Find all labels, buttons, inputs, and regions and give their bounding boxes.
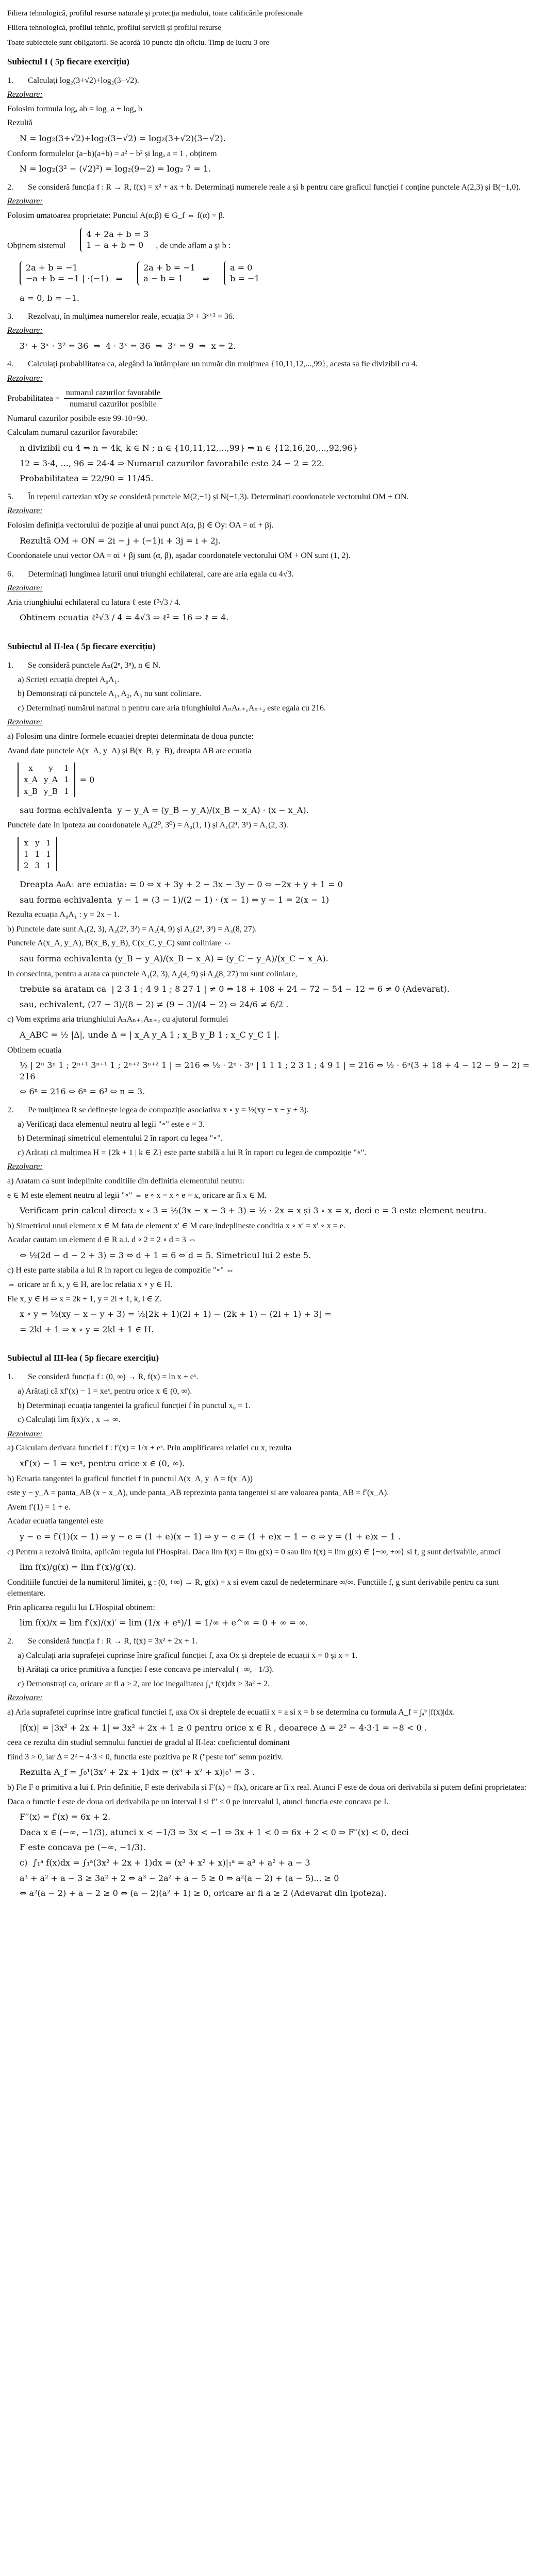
formula: |f(x)| = |3x² + 2x + 1| ⇔ 3x² + 2x + 1 ≥ 0 pentru orice x ∈ R , deoarece Δ = 2² − 4·3·1 = −8 < 0 . [20,1722,427,1733]
section-1-title: Subiectul I ( 5p fiecare exercițiu) [7,56,129,66]
matrix-cell: 1 [63,786,69,796]
exercise-number: 1. [7,76,13,85]
determinant-matrix [15,837,59,872]
text-line: Folosim definiția vectorului de poziție al unui punct A(α, β) ∈ Oy: OA = αi + βj. [7,520,274,530]
formula: Dreapta A₀A₁ are ecuatia: = 0 ⇔ x + 3y + 2 − 3x − 3y − 0 ⇔ −2x + y + 1 = 0 [20,879,343,890]
text-fragment: Obținem sistemul [7,241,66,250]
formula: trebuie sa aratam ca | 2 3 1 ; 4 9 1 ; 8 27 1 | ≠ 0 ⇔ 18 + 108 + 24 − 72 − 54 − 12 = 6 ≠ 0 (Adevarat). [20,984,450,994]
matrix-cell: 1 [46,838,51,848]
formula: ⇔ ½(2d − d − 2 + 3) = 3 ⇔ d + 1 = 6 ⇔ d = 5. Simetricul lui 2 este 5. [20,1250,311,1260]
text-line: e ∈ M este element neutru al legii "∘" ⇔ e ∘ x = x ∘ e = x, oricare ar fi x ∈ M. [7,1191,267,1200]
subpart-a: a) Verificați daca elementul neutru al legii "∘" este e = 3. [18,1120,205,1129]
exercise-task: În reperul cartezian xOy se consideră punctele M(2,−1) și N(−1,3). Determinați coordonatele vectorului OM + ON. [28,492,409,501]
text-line: Rezulta ecuația A₀A₁ : y = 2x − 1. [7,910,120,920]
text-line: Prin aplicarea regulii lui L'Hospital obtinem: [7,1603,155,1612]
subpart-c: c) Calculați lim f(x)/x , x → ∞. [18,1415,121,1425]
text-line: Calculam numarul cazurilor favorabile: [7,428,138,437]
formula: A_ABC = ½ |Δ|, unde Δ = | x_A y_A 1 ; x_B y_B 1 ; x_C y_C 1 |. [20,1029,280,1040]
formula: Obtinem ecuatia ℓ²√3 / 4 = 4√3 ⇒ ℓ² = 16 ⇒ ℓ = 4. [20,613,229,623]
s1-exercise-5 [7,492,536,503]
text-line: a) Aratam ca sunt indeplinite conditiile din definitia elementului neutru: [7,1176,244,1185]
subpart-b: b) Determinați simetricul elementului 2 în raport cu legea "∘". [18,1134,223,1143]
text-line: Folosim formula logₐ ab = logₐ a + logₐ b [7,104,142,113]
s1-exercise-1 [7,75,536,87]
text-line: ⇔ oricare ar fi x, y ∈ H, are loc relatia x ∘ y ∈ H. [7,1280,173,1290]
text-line: b) Ecuatia tangentei la graficul functiei f in punctul A(x_A, y_A = f(x_A)) [7,1474,253,1483]
text-fragment: , de unde aflam a și b : [156,241,231,250]
text-line: Avem f′(1) = 1 + e. [7,1502,71,1512]
text-line: Avand date punctele A(x_A, y_A) și B(x_B, y_B), dreapta AB are ecuatia [7,746,252,755]
text-line: c) H este parte stabila a lui R in raport cu legea de compozitie "∘" ⇔ [7,1266,234,1275]
rezolvare-label: Rezolvare: [7,584,43,593]
text-line: fiind 3 > 0, iar Δ = 2² − 4·3 < 0, functia este pozitiva pe R ("peste tot" semn pozitiv. [7,1752,283,1761]
system-row: 4 + 2a + b = 3 [86,229,149,239]
rezolvare-label: Rezolvare: [7,1429,43,1438]
exercise-task: Calculați probabilitatea ca, alegând la întâmplare un număr din mulțimea {10,11,12,...,99}, acesta sa fie divizibil cu 4. [28,360,418,369]
text-line: Numarul cazurilor posibile este 99-10=90. [7,414,147,423]
formula: lim f(x)/x = lim f′(x)/(x)′ = lim (1/x + eˣ)/1 = 1/∞ + e^∞ = 0 + ∞ = ∞. [20,1618,308,1628]
exercise-task: Se consideră punctele Aₙ(2ⁿ, 3ⁿ), n ∈ N. [28,661,161,670]
s2-exercise-1 [7,660,536,671]
system-row: 2a + b = −1 [26,262,78,273]
formula: N = log₂(3² − (√2)²) = log₂(9−2) = log₂ 7 = 1. [20,164,211,174]
formula: Verificam prin calcul direct: x ∘ 3 = ½(3x − x − 3 + 3) = ½ · 2x = x și 3 ∘ x = x, deci e = 3 este element neutru. [20,1206,487,1216]
text-fragment: Probabilitatea = [7,394,60,403]
rezolvare-label: Rezolvare: [7,718,43,727]
text-line: Daca o functie f este de doua ori derivabila pe un interval I si f′′ ≤ 0 pe intervalul I, atunci functia este concava pe I. [7,1797,389,1806]
rezolvare-label: Rezolvare: [7,1162,43,1172]
formula: F′′(x) = f′(x) = 6x + 2. [20,1812,111,1822]
matrix-cell: x [28,764,33,773]
exercise-number: 2. [7,1105,13,1114]
formula: c) ∫₁ᵃ f(x)dx = ∫₁ᵃ(3x² + 2x + 1)dx = (x³ + x² + x)|₁ᵃ = a³ + a² + a − 3 [20,1857,310,1868]
text-line: b) Fie F o primitiva a lui f. Prin definitie, F este derivabila si F′(x) = f(x), oricare ar fi x real. Atunci F este de doua ori derivabila si putem defini proprietatea: [7,1783,526,1792]
matrix-cell: 3 [35,861,40,871]
formula: Probabilitatea = 22/90 = 11/45. [20,473,154,484]
s3-exercise-1 [7,1371,536,1383]
text-line: Acadar ecuatia tangentei este [7,1517,104,1526]
exercise-number: 1. [7,1372,13,1382]
formula: 3ˣ + 3ˣ · 3² = 36 ⇒ 4 · 3ˣ = 36 ⇒ 3ˣ = 9 ⇒ x = 2. [20,341,236,351]
matrix-cell: y [35,838,40,848]
rezolvare-label: Rezolvare: [7,326,43,335]
text-line: Fie x, y ∈ H ⇒ x = 2k + 1, y = 2l + 1, k, l ∈ Z. [7,1294,162,1303]
equation-system [20,261,114,285]
text-line: Obtinem ecuatia [7,1045,62,1055]
matrix-cell: 1 [24,849,29,859]
subpart-b: b) Demonstrați că punctele A₁, A₂, A₃ nu sunt coliniare. [18,689,202,699]
text-line: c) Pentru a rezolvă limita, aplicăm regula lui l'Hospital. Daca lim f(x) = lim g(x) = 0 sau lim f(x) = lim g(x) ∈ {−∞, +∞} si f, g sunt derivabile, atunci [7,1547,501,1556]
header-line-1: Filiera tehnologică, profilul resurse naturale şi protecţia mediului, toate calificările profesionale [7,9,303,18]
rezolvare-label: Rezolvare: [7,506,43,516]
text-line: Coordonatele unui vector OA = αi + βj sunt (α, β), așadar coordonatele vectorului OM + ON sunt (1, 2). [7,551,351,561]
subpart-a: a) Calculați aria suprafeței cuprinse între graficul funcției f, axa Ox și dreptele de ecuații x = 0 și x = 1. [18,1651,358,1660]
text-line: Rezultă [7,118,32,128]
s1-exercise-3 [7,311,536,323]
text-line: Punctele A(x_A, y_A), B(x_B, y_B), C(x_C, y_C) sunt coliniare ⇔ [7,939,232,948]
formula: Daca x ∈ (−∞, −1/3), atunci x < −1/3 ⇒ 3x < −1 ⇒ 3x + 1 < 0 ⇒ 6x + 2 < 0 ⇒ F′′(x) < 0, deci [20,1827,409,1837]
formula: y − e = f′(1)(x − 1) ⇒ y − e = (1 + e)(x − 1) ⇒ y − e = (1 + e)x − 1 − e ⇒ y = (1 + e)x − 1 . [20,1531,401,1541]
s2-exercise-2 [7,1105,536,1116]
equation-system [80,228,154,252]
fraction-numerator: numarul cazurilor favorabile [64,387,162,399]
formula: F este concava pe (−∞, −1/3). [20,1842,146,1853]
s1-exercise-4 [7,359,536,370]
determinant-matrix: x y 1 x_A y_A 1 x_B y_B 1 = 0 [15,762,94,797]
system-row: −a + b = −1 | ·(−1) [26,274,109,284]
text-line: In consecinta, pentru a arata ca punctele A₁(2, 3), A₂(4, 9) și A₃(8, 27) nu sunt coliniare, [7,969,298,978]
subpart-c: c) Determinați numărul natural n pentru care aria triunghiului AₙAₙ₊₁Aₙ₊₂ este egala cu 216. [18,703,326,713]
text-line: Aria triunghiului echilateral cu latura ℓ este ℓ²√3 / 4. [7,598,181,607]
matrix-cell: x_A [24,775,38,785]
matrix-cell: 1 [35,849,40,859]
exercise-number: 2. [7,1637,13,1646]
formula: sau, echivalent, (27 − 3)/(8 − 2) ≠ (9 − 3)/(4 − 2) ⇔ 24/6 ≠ 6/2 . [20,999,289,1009]
implies-arrow: ⇒ [202,275,210,284]
probability-formula [7,387,536,410]
subpart-c: c) Arătați că mulțimea H = {2k + 1 | k ∈ Z} este parte stabilă a lui R în raport cu legea de compoziție "∘". [18,1148,367,1157]
formula: Rezultă OM + ON = 2i − j + (−1)i + 3j = i + 2j. [20,535,221,546]
formula: x ∘ y = ½(xy − x − y + 3) = ½[2k + 1)(2l + 1) − (2k + 1) − (2l + 1) + 3] = [20,1309,332,1319]
header-line-2: Filiera tehnologică, profilul tehnic, profilul servicii și profilul resurse [7,24,221,32]
system-row: a − b = 1 [143,274,184,284]
matrix-cell: y_A [44,775,58,785]
formula: ⇔ a²(a − 2) + a − 2 ≥ 0 ⇔ (a − 2)(a² + 1) ≥ 0, oricare ar fi a ≥ 2 (Adevarat din ipoteza). [20,1888,387,1899]
formula: sau forma echivalenta y − 1 = (3 − 1)/(2 − 1) · (x − 1) ⇔ y − 1 = 2(x − 1) [20,894,329,905]
fraction-denominator: numarul cazurilor posibile [69,400,157,409]
text-line: Folosim umatoarea proprietate: Punctul A(α,β) ∈ G_f ⇔ f(α) = β. [7,211,225,221]
s3-exercise-2 [7,1636,536,1647]
section-2-title: Subiectul al II-lea ( 5p fiecare exercițiu) [7,641,156,652]
formula: Rezulta A_f = ∫₀¹(3x² + 2x + 1)dx = (x³ + x² + x)|₀¹ = 3 . [20,1767,255,1777]
system-row: a = 0 [230,262,253,273]
matrix-cell: y [48,764,53,773]
matrix-cell: x_B [24,786,38,796]
formula: xf′(x) − 1 = xeˣ, pentru orice x ∈ (0, ∞). [20,1458,185,1468]
matrix-cell: 1 [46,861,51,871]
matrix-cell: y_B [43,786,58,796]
exercise-task: Pe mulțimea R se definește legea de compoziție asociativa x ∘ y = ½(xy − x − y + 3). [28,1105,309,1114]
exercise-number: 3. [7,312,13,321]
subpart-a: a) Scrieți ecuația dreptei A₀A₁. [18,675,120,684]
rezolvare-label: Rezolvare: [7,1693,43,1703]
header-line-3: Toate subiectele sunt obligatorii. Se acordă 10 puncte din oficiu. Timp de lucru 3 ore [7,38,270,47]
system-row: b = −1 [230,274,260,284]
section-3-title: Subiectul al III-lea ( 5p fiecare exercițiu) [7,1353,159,1363]
exercise-number: 4. [7,360,13,369]
exercise-number: 1. [7,661,13,670]
matrix-cell: 1 [46,849,51,859]
subpart-b: b) Arătați ca orice primitiva a funcției f este concava pe intervalul (−∞, −1/3). [18,1665,274,1674]
text-line: c) Vom exprima aria triunghiului AₙAₙ₊₁Aₙ₊₂ cu ajutorul formulei [7,1015,228,1024]
text-line: a) Calculam derivata functiei f : f′(x) = 1/x + eˣ. Prin amplificarea relatiei cu x, rezulta [7,1444,292,1453]
matrix-cell: x [24,838,28,848]
text-line [7,225,536,255]
exercise-number: 6. [7,569,13,579]
s1-exercise-2 [7,182,536,193]
formula: ½ | 2ⁿ 3ⁿ 1 ; 2ⁿ⁺¹ 3ⁿ⁺¹ 1 ; 2ⁿ⁺² 3ⁿ⁺² 1 | = 216 ⇔ ½ · 2ⁿ · 3ⁿ | 1 1 1 ; 2 3 1 ; 4 9 1 | = 216 ⇔ ½ · 6ⁿ(3 + 18 + 4 − 12 − 9 − 2) = 216 [20,1060,532,1081]
exercise-task: Rezolvați, în mulțimea numerelor reale, ecuația 3ˣ + 3ˣ⁺² = 36. [28,312,235,321]
fraction [64,387,162,410]
formula: lim f(x)/g(x) = lim f′(x)/g′(x). [20,1562,137,1572]
formula: = 2kl + 1 ⇒ x ∘ y = 2kl + 1 ∈ H. [20,1324,154,1334]
equation-system [224,261,265,285]
exercise-number: 5. [7,492,13,501]
exercise-task: Calculați log₂(3+√2)+log₂(3−√2). [28,76,139,85]
text-line: Acadar cautam un element d ∈ R a.i. d ∘ 2 = 2 ∘ d = 3 ⇔ [7,1235,196,1245]
text-line: a) Aria suprafetei cuprinse intre graficul functiei f, axa Ox si dreptele de ecuatii x = a si x = b se determina cu formula A_f = ∫ₐᵇ |f(x)|dx. [7,1708,455,1717]
formula: 12 = 3·4, ..., 96 = 24·4 ⇒ Numarul cazurilor favorabile este 24 − 2 = 22. [20,458,324,468]
exercise-task: Se consideră funcția f : R → R, f(x) = x² + ax + b. Determinați numerele reale a și b pentru care graficul funcției f conține punctele A(2,3) și B(−1,0). [28,182,521,192]
formula: sau forma echivalenta (y_B − y_A)/(x_B − x_A) = (y_C − y_A)/(x_C − x_A). [20,954,328,963]
subpart-b: b) Determinați ecuația tangentei la graficul funcției f în punctul x₀ = 1. [18,1401,251,1410]
matrix-cell: 2 [24,861,29,871]
formula: n divizibil cu 4 ⇒ n = 4k, k ∈ N ; n ∈ {10,11,12,...,99} ⇒ n ∈ {12,16,20,...,92,96} [20,443,358,453]
implies-arrow: ⇒ [116,275,123,284]
equation-system [137,261,201,285]
formula: N = log₂(3+√2)+log₂(3−√2) = log₂(3+√2)(3−√2). [20,133,226,144]
matrix-cell: 1 [63,764,69,773]
rezolvare-label: Rezolvare: [7,374,43,383]
text-line: Punctele date in ipoteza au coordonatele A₀(2⁰, 3⁰) = A₀(1, 1) și A₁(2¹, 3¹) = A₁(2, 3). [7,821,288,830]
text-line: Conform formulelor (a−b)(a+b) = a² − b² și logₐ a = 1 , obținem [7,149,217,158]
rezolvare-label: Rezolvare: [7,197,43,206]
system-row: 2a + b = −1 [143,262,195,273]
text-line: a) Folosim una dintre formele ecuatiei dreptei determinata de doua puncte: [7,732,254,741]
formula: ⇔ 6ⁿ = 216 ⇔ 6ⁿ = 6³ ⇔ n = 3. [20,1087,145,1097]
matrix-cell: 1 [63,775,69,785]
subpart-a: a) Arătați că xf′(x) − 1 = xeˣ, pentru orice x ∈ (0, ∞). [18,1386,192,1396]
s1-exercise-6 [7,569,536,580]
exercise-task: Se consideră funcția f : (0, ∞) → R, f(x) = ln x + eˣ. [28,1372,199,1382]
rezolvare-label: Rezolvare: [7,90,43,99]
text-line: Conditiile functiei de la numitorul limitei, g : (0, +∞) → R, g(x) = x si evem cazul de nedeterminare ∞/∞. Functiile f, g sunt derivabile pentru ca sunt elementare. [7,1578,499,1598]
formula: sau forma echivalenta y − y_A = (y_B − y_A)/(x_B − x_A) · (x − x_A). [20,805,309,815]
text-line: b) Punctele date sunt A₁(2, 3), A₂(2², 3²) = A₂(4, 9) și A₃(2³, 3³) = A₃(8, 27). [7,924,257,934]
formula: a³ + a² + a − 3 ≥ 3a² + 2 ⇔ a³ − 2a² + a − 5 ≥ 0 ⇔ a²(a − 2) + (a − 5)... ≥ 0 [20,1873,339,1883]
exercise-task: Determinați lungimea laturii unui triunghi echilateral, care are aria egala cu 4√3. [28,569,294,579]
exercise-number: 2. [7,182,13,192]
system-row: 1 − a + b = 0 [86,240,144,250]
text-line: b) Simetricul unui element x ∈ M fata de element x′ ∈ M care indeplineste conditia x ∘ x′ = x′ ∘ x = e. [7,1221,345,1230]
final-answer: a = 0, b = −1. [20,293,79,303]
exercise-task: Se consideră funcția f : R → R, f(x) = 3x² + 2x + 1. [28,1637,197,1646]
subpart-c: c) Demonstrați ca, oricare ar fi a ≥ 2, are loc inegalitatea ∫₁ᵃ f(x)dx ≥ 3a² + 2. [18,1679,270,1688]
text-line: este y − y_A = panta_AB (x − x_A), unde panta_AB reprezinta panta tangentei si are valoarea panta_AB = f′(x_A). [7,1488,389,1498]
text-line: ceea ce rezulta din studiul semnului functiei de gradul al II-lea: coeficientul dominant [7,1738,290,1748]
system-chain [7,258,536,289]
